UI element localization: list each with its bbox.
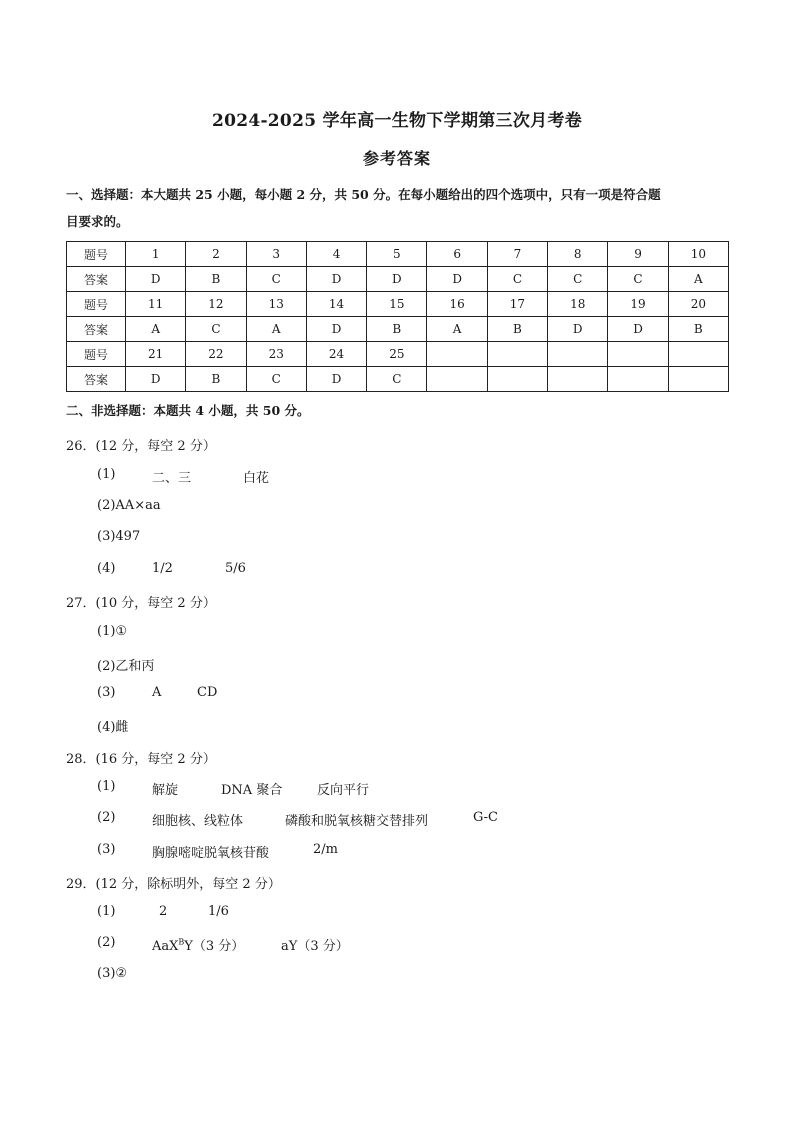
q26-heading: 26．(12 分，每空 2 分）: [66, 439, 216, 454]
q26-answer-2: (2)AA×aa: [97, 498, 161, 513]
q28-heading: 28．(16 分，每空 2 分）: [66, 752, 216, 767]
answer-table-cell: 8: [548, 242, 608, 267]
answer-table-cell: [668, 342, 728, 367]
q28-a1-v2: DNA 聚合: [221, 783, 283, 798]
answer-table-row: [67, 267, 729, 292]
q27-answer-2: (2)乙和丙: [97, 659, 155, 674]
answer-table-cell: D: [367, 267, 427, 292]
answer-table-cell: 12: [186, 292, 246, 317]
q29-a2-v2: aY（3 分）: [281, 939, 349, 954]
section1-heading-line1: 一、选择题：本大题共 25 小题，每小题 2 分，共 50 分。在每小题给出的四个选项中，只有一项是符合题: [66, 187, 661, 202]
answer-table-cell: C: [608, 267, 668, 292]
page-subtitle: 参考答案: [362, 149, 431, 168]
answer-table-cell: 16: [427, 292, 487, 317]
q28-a2-v1: 细胞核、线粒体: [152, 814, 244, 829]
answer-table-row-label: 题号: [67, 242, 126, 267]
answer-table-cell: C: [186, 317, 246, 342]
answer-table-cell: 24: [306, 342, 366, 367]
answer-table-cell: 21: [126, 342, 186, 367]
answer-table-row-label: 答案: [67, 317, 126, 342]
answer-table-cell: D: [427, 267, 487, 292]
q29-a2-num: (2): [97, 935, 116, 950]
q26-a4-v1: 1/2: [152, 561, 173, 576]
answer-table-cell: 6: [427, 242, 487, 267]
answer-table-cell: D: [306, 267, 366, 292]
q28-a2-v2: 磷酸和脱氧核糖交替排列: [285, 814, 429, 829]
answer-table-cell: [548, 342, 608, 367]
answer-table-row: [67, 292, 729, 317]
answer-table-cell: D: [306, 367, 366, 392]
q26-a1-v2: 白花: [243, 471, 270, 486]
q28-a2-v3: G-C: [473, 810, 498, 825]
q27-a3-v2: CD: [197, 685, 218, 700]
answer-table-row-label: 答案: [67, 367, 126, 392]
answer-table-cell: C: [246, 367, 306, 392]
answer-table-cell: 7: [487, 242, 547, 267]
answer-table: [66, 241, 729, 392]
q28-a3-v2: 2/m: [313, 842, 338, 857]
answer-table-cell: [487, 342, 547, 367]
q28-a3-num: (3): [97, 842, 116, 857]
answer-table-cell: 4: [306, 242, 366, 267]
answer-table-cell: 3: [246, 242, 306, 267]
q26-a1-v1: 二、三: [152, 471, 192, 486]
answer-table-cell: [668, 367, 728, 392]
answer-table-cell: 11: [126, 292, 186, 317]
answer-table-cell: 17: [487, 292, 547, 317]
answer-table-cell: 14: [306, 292, 366, 317]
page-title: 2024-2025 学年高一生物下学期第三次月考卷: [211, 111, 583, 131]
answer-table-cell: [427, 367, 487, 392]
answer-table-row: [67, 367, 729, 392]
q26-answer-3: (3)497: [97, 529, 141, 544]
q29-a1-v2: 1/6: [208, 904, 229, 919]
answer-table-cell: C: [548, 267, 608, 292]
answer-table-row: [67, 342, 729, 367]
section1-heading: [66, 181, 730, 235]
q29-answer-3: (3)②: [97, 966, 128, 981]
answer-table-cell: [548, 367, 608, 392]
q29-a1-num: (1): [97, 904, 116, 919]
q28-a1-v3: 反向平行: [317, 783, 370, 798]
q27-heading: 27．(10 分，每空 2 分）: [66, 596, 216, 611]
answer-table-row-label: 题号: [67, 342, 126, 367]
answer-table-cell: D: [126, 367, 186, 392]
answer-table-cell: 2: [186, 242, 246, 267]
answer-table-cell: [608, 342, 668, 367]
answer-table-cell: 18: [548, 292, 608, 317]
q29-a2-v1-sup: B: [178, 937, 185, 947]
q29-heading: 29．(12 分，除标明外，每空 2 分）: [66, 877, 281, 892]
answer-table-row-label: 题号: [67, 292, 126, 317]
answer-table-cell: 1: [126, 242, 186, 267]
answer-table-cell: 5: [367, 242, 427, 267]
q28-a1-num: (1): [97, 779, 116, 794]
answer-table-row-label: 答案: [67, 267, 126, 292]
q29-a2-v1-post: Y（3 分）: [184, 939, 245, 954]
q26-a4-v2: 5/6: [225, 561, 246, 576]
answer-table-cell: D: [126, 267, 186, 292]
q29-a2-v1: [152, 935, 244, 954]
answer-table-cell: 9: [608, 242, 668, 267]
answer-table-cell: B: [186, 267, 246, 292]
answer-table-cell: 13: [246, 292, 306, 317]
section2-heading: 二、非选择题：本题共 4 小题，共 50 分。: [66, 403, 310, 418]
q27-a3-v1: A: [152, 685, 162, 700]
answer-table-cell: B: [487, 317, 547, 342]
answer-table-cell: C: [487, 267, 547, 292]
q26-a1-num: (1): [97, 467, 116, 482]
answer-table-cell: 15: [367, 292, 427, 317]
answer-table-cell: [487, 367, 547, 392]
q26-a4-num: (4): [97, 561, 116, 576]
answer-table-cell: C: [367, 367, 427, 392]
answer-table-cell: B: [186, 367, 246, 392]
q27-answer-1: (1)①: [97, 624, 128, 639]
answer-table-cell: A: [246, 317, 306, 342]
q29-a1-v1: 2: [159, 904, 168, 919]
answer-table-cell: D: [608, 317, 668, 342]
section1-heading-line2: 目要求的。: [66, 214, 129, 229]
answer-table-cell: A: [126, 317, 186, 342]
answer-table-cell: D: [306, 317, 366, 342]
q27-answer-4: (4)雌: [97, 720, 129, 735]
answer-table-cell: C: [246, 267, 306, 292]
answer-table-cell: [608, 367, 668, 392]
answer-table-cell: A: [427, 317, 487, 342]
answer-table-cell: 22: [186, 342, 246, 367]
answer-table-cell: 23: [246, 342, 306, 367]
q29-a2-v1-pre: AaX: [152, 939, 179, 954]
answer-table-cell: 25: [367, 342, 427, 367]
answer-table-row: [67, 242, 729, 267]
answer-table-cell: D: [548, 317, 608, 342]
answer-table-cell: 20: [668, 292, 728, 317]
q27-a3-num: (3): [97, 685, 116, 700]
answer-table-cell: B: [668, 317, 728, 342]
answer-table-cell: 10: [668, 242, 728, 267]
answer-table-cell: A: [668, 267, 728, 292]
answer-table-cell: [427, 342, 487, 367]
q28-a2-num: (2): [97, 810, 116, 825]
q28-a1-v1: 解旋: [152, 783, 179, 798]
answer-table-row: [67, 317, 729, 342]
answer-table-cell: 19: [608, 292, 668, 317]
answer-table-cell: B: [367, 317, 427, 342]
q28-a3-v1: 胸腺嘧啶脱氧核苷酸: [152, 846, 270, 861]
